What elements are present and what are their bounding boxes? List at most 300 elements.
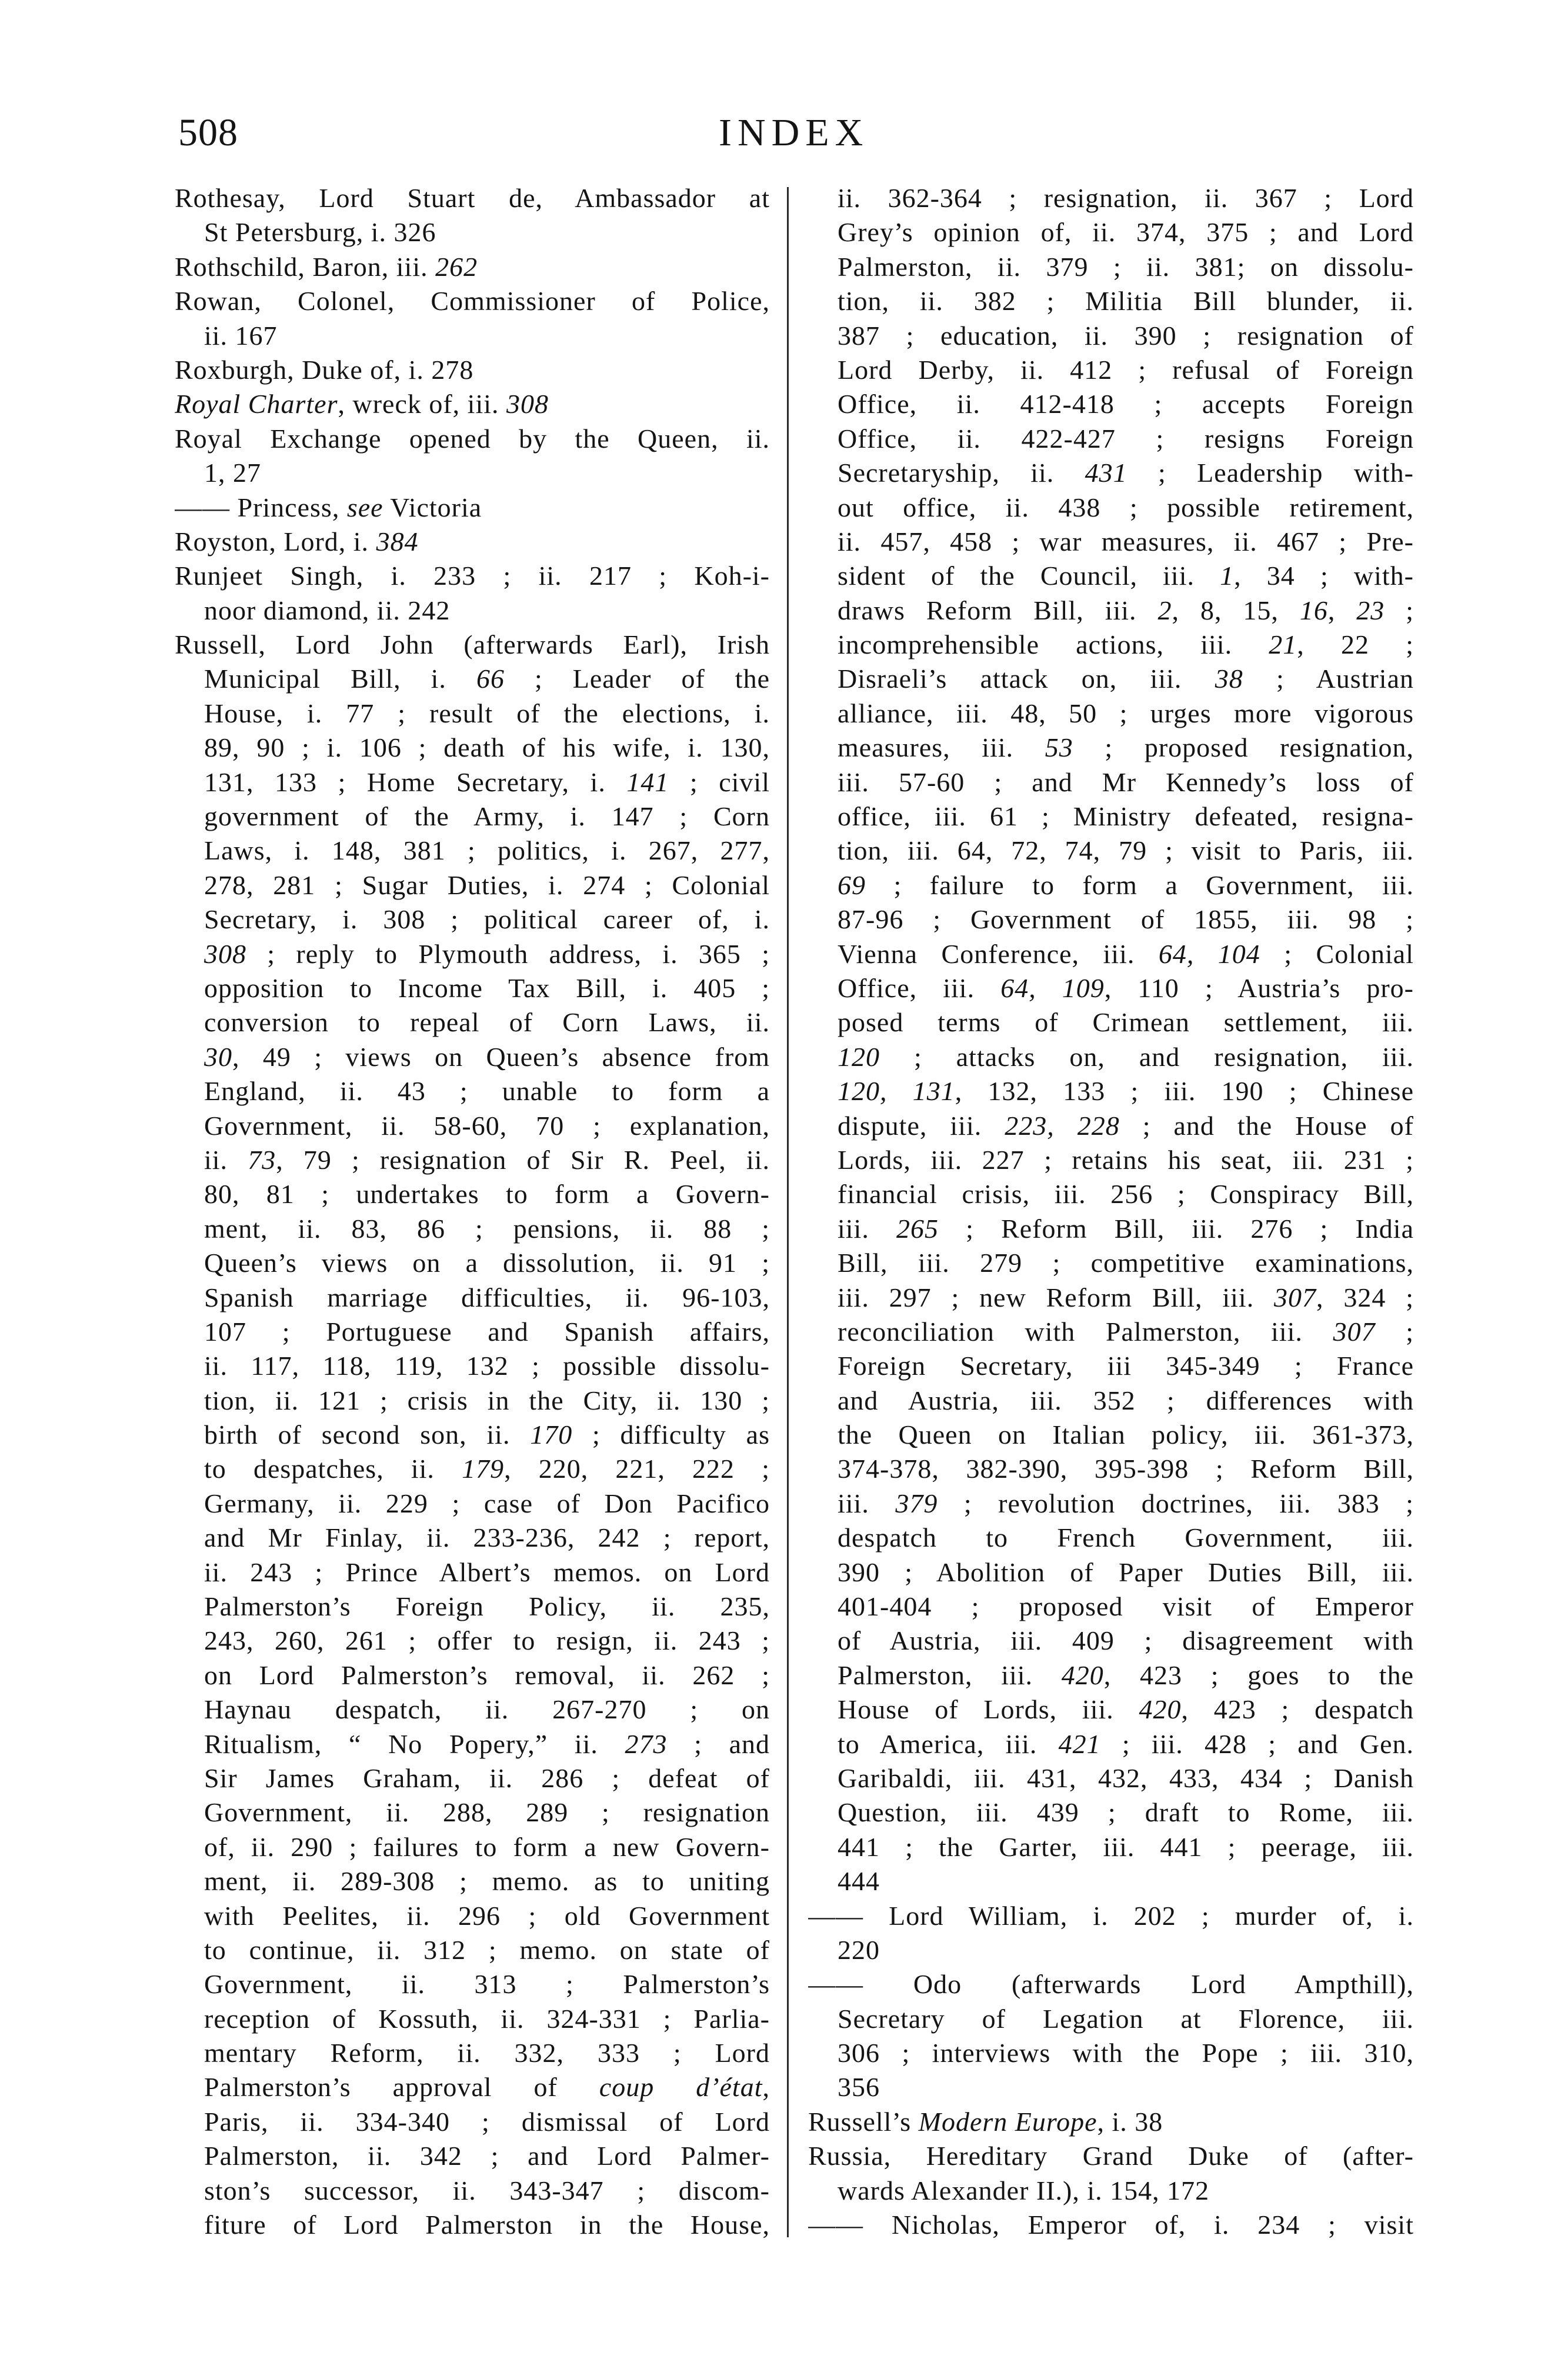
entry-text: ii. 362-364 ; resignation, ii. 367 ; Lord	[838, 183, 1414, 213]
entry-text: fiture of Lord Palmerston in the House,	[204, 2210, 770, 2240]
entry-text: 1, 27	[204, 458, 261, 488]
entry-text: ; attacks on, and resignation, iii.	[880, 1041, 1414, 1072]
index-line-continuation	[175, 2105, 770, 2139]
italic-reference: 64, 109	[1000, 972, 1105, 1003]
index-line-continuation	[175, 1040, 770, 1074]
entry-text: 390 ; Abolition of Paper Duties Bill, iii.	[838, 1557, 1414, 1587]
italic-reference: 265	[896, 1213, 939, 1244]
index-line-continuation	[808, 731, 1414, 765]
entry-text: 306 ; interviews with the Pope ; iii. 310,	[838, 2038, 1414, 2068]
entry-text: financial crisis, iii. 256 ; Conspiracy Bill,	[838, 1179, 1414, 1210]
index-line-continuation	[175, 2070, 770, 2104]
entry-text: ; reply to Plymouth address, i. 365 ;	[246, 938, 770, 969]
index-line-continuation	[808, 1452, 1414, 1486]
entry-text: Spanish marriage difficulties, ii. 96-103,	[204, 1282, 770, 1312]
entry-text: ii. 117, 118, 119, 132 ; possible dissolu-	[204, 1351, 770, 1381]
index-line-continuation	[175, 1315, 770, 1349]
index-column-right	[808, 181, 1414, 2242]
italic-reference: 69	[838, 869, 866, 900]
entry-text: , 423 ; despatch	[1181, 1694, 1414, 1725]
entry-text: ; Leadership with-	[1127, 458, 1414, 488]
entry-text: Palmerston, ii. 342 ; and Lord Palmer-	[204, 2141, 770, 2171]
entry-text: Royston, Lord, i.	[175, 526, 376, 557]
index-entry-line	[175, 387, 770, 421]
entry-text: Palmerston’s Foreign Policy, ii. 235,	[204, 1591, 770, 1622]
index-line-continuation	[808, 834, 1414, 868]
entry-text: of Austria, iii. 409 ; disagreement with	[838, 1625, 1414, 1656]
index-line-continuation	[175, 1452, 770, 1486]
entry-text: Secretary of Legation at Florence, iii.	[838, 2003, 1414, 2034]
index-line-continuation	[808, 628, 1414, 662]
entry-text: Rothschild, Baron, iii.	[175, 251, 436, 282]
entry-text: mentary Reform, ii. 332, 333 ; Lord	[204, 2038, 770, 2068]
entry-text: Government, ii. 58-60, 70 ; explanation,	[204, 1110, 770, 1141]
entry-text: sident of the Council, iii.	[838, 561, 1220, 591]
entry-text: Haynau despatch, ii. 267-270 ; on	[204, 1694, 770, 1725]
italic-reference: 21	[1269, 629, 1297, 660]
entry-text: Government, ii. 288, 289 ; resignation	[204, 1797, 770, 1828]
entry-text: ii. 167	[204, 320, 278, 351]
italic-reference: Royal Charter	[175, 389, 338, 419]
entry-text: , 132, 133 ; iii. 190 ; Chinese	[955, 1076, 1414, 1107]
index-line-continuation	[808, 1693, 1414, 1727]
entry-text: ; civil	[669, 767, 770, 797]
index-line-continuation	[808, 1418, 1414, 1452]
italic-reference: 66	[476, 664, 505, 694]
index-line-continuation	[808, 353, 1414, 387]
index-line-continuation	[808, 902, 1414, 937]
entry-text: Disraeli’s attack on, iii.	[838, 664, 1215, 694]
index-line-continuation	[175, 1727, 770, 1761]
entry-text: Municipal Bill, i.	[204, 664, 476, 694]
entry-text: ii. 457, 458 ; war measures, ii. 467 ; Pre-	[838, 526, 1414, 557]
entry-text: 387 ; education, ii. 390 ; resignation of	[838, 320, 1414, 351]
index-entry-line	[808, 1967, 1414, 2001]
entry-text: ; and the House of	[1119, 1110, 1414, 1141]
index-line-continuation	[175, 1143, 770, 1177]
index-line-continuation	[808, 2070, 1414, 2104]
index-line-continuation	[808, 1555, 1414, 1590]
entry-text: ; Leader of the	[504, 664, 770, 694]
entry-text: —— Nicholas, Emperor of, i. 234 ; visit	[808, 2210, 1414, 2240]
entry-text: alliance, iii. 48, 50 ; urges more vigorous	[838, 698, 1414, 728]
entry-text: , 79 ; resignation of Sir R. Peel, ii.	[276, 1144, 770, 1175]
index-line-continuation	[808, 1281, 1414, 1315]
index-line-continuation	[808, 215, 1414, 249]
italic-reference: 308	[506, 389, 549, 419]
index-line-continuation	[175, 1349, 770, 1383]
index-line-continuation	[808, 319, 1414, 353]
index-line-continuation	[808, 1246, 1414, 1280]
index-line-continuation	[808, 1143, 1414, 1177]
index-line-continuation	[808, 559, 1414, 593]
entry-text: ston’s successor, ii. 343-347 ; discom-	[204, 2175, 770, 2206]
index-entry-line	[175, 284, 770, 318]
entry-text: Russell, Lord John (afterwards Earl), Irish	[175, 629, 770, 660]
index-line-continuation	[808, 250, 1414, 284]
index-entry-line	[808, 2139, 1414, 2173]
italic-reference: 262	[435, 251, 478, 282]
entry-text: —— Lord William, i. 202 ; murder of, i.	[808, 1900, 1414, 1931]
entry-text: posed terms of Crimean settlement, iii.	[838, 1007, 1414, 1038]
entry-text: ;	[1375, 1316, 1414, 1347]
italic-reference: 420	[1139, 1694, 1182, 1725]
italic-reference: 431	[1085, 458, 1127, 488]
index-line-continuation	[808, 422, 1414, 456]
entry-text: 131, 133 ; Home Secretary, i.	[204, 767, 627, 797]
entry-text: ; failure to form a Government, iii.	[866, 869, 1414, 900]
index-line-continuation	[175, 1418, 770, 1452]
entry-text: Victoria	[383, 492, 482, 522]
entry-text: ,	[1327, 595, 1357, 625]
index-line-continuation	[175, 1590, 770, 1624]
entry-text: Laws, i. 148, 381 ; politics, i. 267, 277,	[204, 835, 770, 866]
entry-text: ment, ii. 83, 86 ; pensions, ii. 88 ;	[204, 1213, 770, 1244]
entry-text: out office, ii. 438 ; possible retirement,	[838, 492, 1414, 522]
index-line-continuation	[808, 1177, 1414, 1211]
index-line-continuation	[175, 1177, 770, 1211]
index-entry-line	[175, 422, 770, 456]
index-line-continuation	[175, 834, 770, 868]
entry-text: 107 ; Portuguese and Spanish affairs,	[204, 1316, 770, 1347]
entry-text: 401-404 ; proposed visit of Emperor	[838, 1591, 1414, 1622]
entry-text: iii. 57-60 ; and Mr Kennedy’s loss of	[838, 767, 1414, 797]
index-line-continuation	[175, 662, 770, 696]
index-column-left	[175, 181, 770, 2242]
italic-reference: 53	[1045, 732, 1073, 763]
index-line-continuation	[808, 1212, 1414, 1246]
index-line-continuation	[808, 1487, 1414, 1521]
entry-text: —— Odo (afterwards Lord Ampthill),	[808, 1969, 1414, 2000]
entry-text: with Peelites, ii. 296 ; old Government	[204, 1900, 770, 1931]
entry-text: Office, ii. 422-427 ; resigns Foreign	[838, 423, 1414, 454]
index-entry-line	[175, 250, 770, 284]
italic-reference: 2	[1157, 595, 1172, 625]
entry-text: ; iii. 428 ; and Gen.	[1100, 1728, 1414, 1759]
index-line-continuation	[175, 594, 770, 628]
index-line-continuation	[175, 1933, 770, 1967]
entry-text: 220	[838, 1934, 880, 1965]
entry-text: 80, 81 ; undertakes to form a Govern-	[204, 1179, 770, 1210]
entry-text: ; Reform Bill, iii. 276 ; India	[939, 1213, 1414, 1244]
entry-text: ,	[762, 2072, 770, 2103]
entry-text: Palmerston, iii.	[838, 1660, 1062, 1690]
entry-text: ii.	[204, 1144, 248, 1175]
index-line-continuation	[175, 1899, 770, 1933]
entry-text: , 324 ;	[1316, 1282, 1414, 1312]
entry-text: Paris, ii. 334-340 ; dismissal of Lord	[204, 2106, 770, 2137]
entry-text: House of Lords, iii.	[838, 1694, 1139, 1725]
italic-reference: 307	[1274, 1282, 1317, 1312]
entry-text: 243, 260, 261 ; offer to resign, ii. 243 ;	[204, 1625, 770, 1656]
entry-text: to despatches, ii.	[204, 1454, 462, 1484]
index-entry-line	[175, 525, 770, 559]
index-line-continuation	[808, 971, 1414, 1005]
italic-reference: 307	[1333, 1316, 1376, 1347]
entry-text: , i. 38	[1097, 2106, 1163, 2137]
entry-text: to continue, ii. 312 ; memo. on state of	[204, 1934, 770, 1965]
entry-text: Lords, iii. 227 ; retains his seat, iii. 231 ;	[838, 1144, 1414, 1175]
entry-text: , 34 ; with-	[1234, 561, 1414, 591]
index-line-continuation	[175, 1967, 770, 2001]
entry-text: the Queen on Italian policy, iii. 361-373,	[838, 1420, 1414, 1450]
index-entry-line	[808, 2105, 1414, 2139]
index-line-continuation	[175, 799, 770, 834]
index-line-continuation	[808, 456, 1414, 490]
entry-text: Government, ii. 313 ; Palmerston’s	[204, 1969, 770, 2000]
entry-text: Rowan, Colonel, Commissioner of Police,	[175, 286, 770, 317]
entry-text: Palmerston, ii. 379 ; ii. 381; on dissolu-	[838, 251, 1414, 282]
index-line-continuation	[808, 387, 1414, 421]
entry-text: ; difficulty as	[572, 1420, 770, 1450]
entry-text: , 8, 15,	[1172, 595, 1300, 625]
entry-text: Grey’s opinion of, ii. 374, 375 ; and Lord	[838, 217, 1414, 248]
index-entry-line	[808, 1899, 1414, 1933]
italic-reference: 120, 131	[838, 1076, 955, 1107]
entry-text: tion, ii. 382 ; Militia Bill blunder, ii.	[838, 286, 1414, 317]
entry-text: tion, iii. 64, 72, 74, 79 ; visit to Paris, iii.	[838, 835, 1414, 866]
index-entry-line	[175, 628, 770, 662]
entry-text: Russia, Hereditary Grand Duke of (after-	[808, 2141, 1414, 2171]
entry-text: England, ii. 43 ; unable to form a	[204, 1076, 770, 1107]
entry-text: incomprehensible actions, iii.	[838, 629, 1269, 660]
index-line-continuation	[175, 1795, 770, 1830]
index-line-continuation	[175, 2139, 770, 2173]
index-line-continuation	[808, 868, 1414, 902]
index-line-continuation	[808, 662, 1414, 696]
entry-text: 87-96 ; Government of 1855, iii. 98 ;	[838, 904, 1414, 935]
column-divider	[787, 187, 789, 2237]
entry-text: Germany, ii. 229 ; case of Don Pacifico	[204, 1488, 770, 1518]
italic-reference: 64, 104	[1158, 938, 1260, 969]
index-line-continuation	[175, 1830, 770, 1864]
index-line-continuation	[175, 1109, 770, 1143]
index-line-continuation	[175, 971, 770, 1005]
index-line-continuation	[808, 491, 1414, 525]
index-line-continuation	[175, 2208, 770, 2242]
running-title: INDEX	[719, 111, 869, 154]
entry-text: Office, ii. 412-418 ; accepts Foreign	[838, 389, 1414, 419]
index-line-continuation	[175, 1246, 770, 1280]
entry-text: House, i. 77 ; result of the elections, i.	[204, 698, 770, 728]
entry-text: Vienna Conference, iii.	[838, 938, 1159, 969]
entry-text: birth of second son, ii.	[204, 1420, 531, 1450]
entry-text: of, ii. 290 ; failures to form a new Govern-	[204, 1831, 770, 1862]
index-line-continuation	[175, 1487, 770, 1521]
entry-text: iii.	[838, 1488, 896, 1518]
entry-text: ; Austrian	[1243, 664, 1414, 694]
index-line-continuation	[808, 1727, 1414, 1761]
entry-text: Russell’s	[808, 2106, 919, 2137]
index-entry-line	[175, 491, 770, 525]
entry-text: Question, iii. 439 ; draft to Rome, iii.	[838, 1797, 1414, 1828]
entry-text: draws Reform Bill, iii.	[838, 595, 1158, 625]
index-line-continuation	[808, 1040, 1414, 1074]
italic-reference: 16	[1299, 595, 1328, 625]
index-line-continuation	[808, 937, 1414, 971]
entry-text: St Petersburg, i. 326	[204, 217, 436, 248]
entry-text: tion, ii. 121 ; crisis in the City, ii. 130 ;	[204, 1385, 770, 1415]
index-line-continuation	[175, 319, 770, 353]
entry-text: 89, 90 ; i. 106 ; death of his wife, i. 130,	[204, 732, 770, 763]
index-line-continuation	[175, 1074, 770, 1108]
entry-text: Secretary, i. 308 ; political career of, i.	[204, 904, 770, 935]
index-line-continuation	[808, 1795, 1414, 1830]
entry-text: Lord Derby, ii. 412 ; refusal of Foreign	[838, 354, 1414, 385]
index-line-continuation	[808, 1005, 1414, 1040]
italic-reference: 308	[204, 938, 246, 969]
entry-text: 356	[838, 2072, 880, 2103]
index-line-continuation	[175, 215, 770, 249]
entry-text: iii.	[838, 1213, 896, 1244]
italic-reference: 421	[1058, 1728, 1101, 1759]
entry-text: Roxburgh, Duke of, i. 278	[175, 354, 474, 385]
entry-text: wards Alexander II.), i. 154, 172	[838, 2175, 1210, 2206]
italic-reference: 170	[530, 1420, 573, 1450]
index-line-continuation	[808, 2002, 1414, 2036]
index-line-continuation	[808, 2036, 1414, 2070]
index-entry-line	[175, 559, 770, 593]
entry-text: opposition to Income Tax Bill, i. 405 ;	[204, 972, 770, 1003]
entry-text: Ritualism, “ No Popery,” ii.	[204, 1728, 625, 1759]
entry-text: —— Princess,	[175, 492, 347, 522]
index-line-continuation	[175, 731, 770, 765]
entry-text: , 110 ; Austria’s pro-	[1104, 972, 1414, 1003]
index-line-continuation	[175, 2036, 770, 2070]
entry-text: reception of Kossuth, ii. 324-331 ; Parlia-	[204, 2003, 770, 2034]
entry-text: Bill, iii. 279 ; competitive examinations,	[838, 1248, 1414, 1278]
index-line-continuation	[175, 1281, 770, 1315]
entry-text: 278, 281 ; Sugar Duties, i. 274 ; Colonial	[204, 869, 770, 900]
index-line-continuation	[808, 181, 1414, 215]
index-line-continuation	[808, 2174, 1414, 2208]
index-line-continuation	[808, 1109, 1414, 1143]
index-line-continuation	[808, 1864, 1414, 1898]
index-line-continuation	[175, 1658, 770, 1693]
entry-text: government of the Army, i. 147 ; Corn	[204, 801, 770, 832]
index-line-continuation	[808, 1384, 1414, 1418]
entry-text: , wreck of, iii.	[338, 389, 507, 419]
index-line-continuation	[808, 1521, 1414, 1555]
index-line-continuation	[175, 2002, 770, 2036]
index-line-continuation	[175, 937, 770, 971]
entry-text: iii. 297 ; new Reform Bill, iii.	[838, 1282, 1275, 1312]
entry-text: 444	[838, 1866, 880, 1897]
index-line-continuation	[808, 1349, 1414, 1383]
entry-text: Royal Exchange opened by the Queen, ii.	[175, 423, 770, 454]
italic-reference: 1	[1220, 561, 1235, 591]
italic-reference: see	[346, 492, 383, 522]
entry-text: , 220, 221, 222 ;	[504, 1454, 770, 1484]
entry-text: Runjeet Singh, i. 233 ; ii. 217 ; Koh-i-	[175, 561, 770, 591]
entry-text: , 22 ;	[1297, 629, 1414, 660]
entry-text: ; and	[667, 1728, 770, 1759]
entry-text: Office, iii.	[838, 972, 1001, 1003]
entry-text: Palmerston’s approval of	[204, 2072, 599, 2103]
italic-reference: 23	[1356, 595, 1385, 625]
index-line-continuation	[175, 1005, 770, 1040]
index-line-continuation	[808, 594, 1414, 628]
index-line-continuation	[808, 1761, 1414, 1795]
entry-text: measures, iii.	[838, 732, 1045, 763]
index-line-continuation	[175, 697, 770, 731]
entry-text: office, iii. 61 ; Ministry defeated, resigna-	[838, 801, 1414, 832]
entry-text: to America, iii.	[838, 1728, 1059, 1759]
italic-reference: 120	[838, 1041, 880, 1072]
index-line-continuation	[808, 1074, 1414, 1108]
italic-reference: coup d’état	[599, 2072, 763, 2103]
entry-text: on Lord Palmerston’s removal, ii. 262 ;	[204, 1660, 770, 1690]
entry-text: 374-378, 382-390, 395-398 ; Reform Bill,	[838, 1454, 1414, 1484]
italic-reference: 73	[248, 1144, 276, 1175]
entry-text: ; revolution doctrines, iii. 383 ;	[938, 1488, 1414, 1518]
index-line-continuation	[808, 765, 1414, 799]
entry-text: and Mr Finlay, ii. 233-236, 242 ; report,	[204, 1523, 770, 1553]
index-line-continuation	[175, 2174, 770, 2208]
index-line-continuation	[175, 1384, 770, 1418]
index-entry-line	[175, 353, 770, 387]
entry-text: reconciliation with Palmerston, iii.	[838, 1316, 1333, 1347]
index-line-continuation	[808, 697, 1414, 731]
entry-text: Rothesay, Lord Stuart de, Ambassador at	[175, 183, 770, 213]
index-line-continuation	[808, 1624, 1414, 1658]
entry-text: dispute, iii.	[838, 1110, 1005, 1141]
entry-text: Garibaldi, iii. 431, 432, 433, 434 ; Danish	[838, 1763, 1414, 1793]
entry-text: ;	[1384, 595, 1414, 625]
index-entry-line	[808, 2208, 1414, 2242]
entry-text: conversion to repeal of Corn Laws, ii.	[204, 1007, 770, 1038]
index-line-continuation	[808, 1315, 1414, 1349]
italic-reference: 141	[626, 767, 669, 797]
index-line-continuation	[175, 1624, 770, 1658]
index-line-continuation	[175, 1693, 770, 1727]
entry-text: Queen’s views on a dissolution, ii. 91 ;	[204, 1248, 770, 1278]
entry-text: , 49 ; views on Queen’s absence from	[232, 1041, 770, 1072]
entry-text: despatch to French Government, iii.	[838, 1523, 1414, 1553]
entry-text: ii. 243 ; Prince Albert’s memos. on Lord	[204, 1557, 770, 1587]
index-line-continuation	[175, 902, 770, 937]
italic-reference: 30	[204, 1041, 232, 1072]
italic-reference: 273	[625, 1728, 668, 1759]
entry-text: Sir James Graham, ii. 286 ; defeat of	[204, 1763, 770, 1793]
index-line-continuation	[808, 799, 1414, 834]
entry-text: Secretaryship, ii.	[838, 458, 1085, 488]
entry-text: ment, ii. 289-308 ; memo. as to uniting	[204, 1866, 770, 1897]
index-line-continuation	[808, 1933, 1414, 1967]
entry-text: ; proposed resignation,	[1073, 732, 1414, 763]
entry-text: and Austria, iii. 352 ; differences with	[838, 1385, 1414, 1415]
index-line-continuation	[175, 765, 770, 799]
index-line-continuation	[808, 525, 1414, 559]
italic-reference: 420	[1061, 1660, 1104, 1690]
index-line-continuation	[175, 1864, 770, 1898]
index-line-continuation	[808, 1658, 1414, 1693]
italic-reference: 379	[895, 1488, 938, 1518]
index-line-continuation	[808, 1590, 1414, 1624]
italic-reference: 384	[376, 526, 419, 557]
index-line-continuation	[175, 1555, 770, 1590]
index-entry-line	[175, 181, 770, 215]
italic-reference: 38	[1215, 664, 1243, 694]
entry-text: noor diamond, ii. 242	[204, 595, 451, 625]
index-line-continuation	[175, 868, 770, 902]
entry-text: 441 ; the Garter, iii. 441 ; peerage, iii.	[838, 1831, 1414, 1862]
entry-text: ; Colonial	[1260, 938, 1414, 969]
index-line-continuation	[808, 284, 1414, 318]
italic-reference: Modern Europe	[918, 2106, 1097, 2137]
index-line-continuation	[175, 1212, 770, 1246]
index-line-continuation	[175, 456, 770, 490]
